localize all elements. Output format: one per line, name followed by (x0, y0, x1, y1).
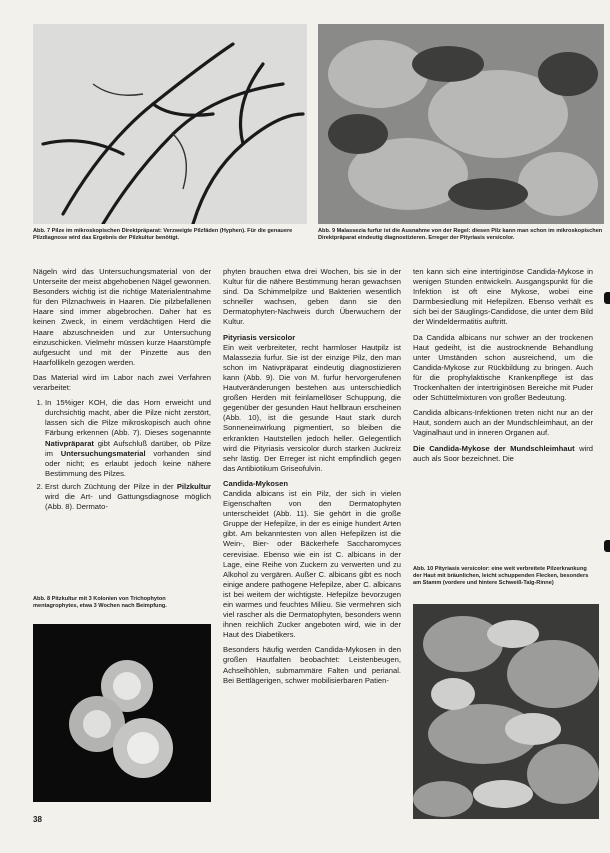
text-column-3 (413, 267, 593, 469)
col1-paragraph-2: Das Material wird im Labor nach zwei Verfahren verarbeitet: (33, 372, 211, 393)
method-list-item-koh: 1. In 15%iger KOH, die das Horn erweicht und durchsichtig macht, aber die Pilze nicht zerstört, lassen sich die Pilze mikroskopisch auch ohne Färbung erkennen (Abb. 7). Dieses sogenannte Nativpräparat gibt Aufschluß darüber, ob Pilze im Untersuchungsmaterial vorhanden sind oder nicht; es erlaubt jedoch keine nähere Bestimmung des Pilzes. (45, 398, 211, 479)
col2-paragraph-2: Ein weit verbreiteter, recht harmloser Hautpilz ist Malassezia furfur. Sie ist der einzige Pilz, den man schon im Nativpräparat eindeutig diagnostizieren kann (Abb. 9). Die von M. furfur hervorgerufenen Hautveränderungen bestehen aus unterschiedlich großen Herden mit feinlamellöser Schuppung, die gegenüber der gesunden Haut hellbraun erscheinen (Abb. 10), ist die gesunde Haut stark durch Sonneneinwirkung pigmentiert, so bleiben die erkrankten Hautstellen jedoch heller. Gelegentlich wird die Pityriasis versicolor durch starken Juckreiz sehr lästig. Der Erreger ist nicht empfindlich gegen das Antibiotikum Griseofulvin. (223, 342, 401, 473)
thumb-index-mark-top (604, 292, 610, 304)
figure-8-caption: Abb. 8 Pitzkultur mit 3 Kolonien von Trichophyton mentagrophytes, etwa 3 Wochen nach Beimpfung. (33, 596, 167, 609)
figure-10-skin-photo (413, 604, 599, 819)
thumb-index-mark-bottom (604, 540, 610, 552)
text-column-2 (223, 267, 401, 691)
figure-7-caption: Abb. 7 Pilze im mikroskopischen Direktpräparat: Verzweigte Pilzfäden (Hyphen). Für die genauere Pilzdiagnose wird das Ergebnis der Pilzkultur benötigt. (33, 228, 293, 241)
method-list (33, 398, 211, 512)
col2-paragraph-3: Candida albicans ist ein Pilz, der sich in vielen Eigenschaften von den Dermatophyten unterscheidet (Abb. 11). Sie gehört in die große Gruppe der Hefepilze, in der es einige hundert Arten gibt. Am bekanntesten von allen Hefepilzen ist die Wein-, Bier- oder Bäckerhefe Saccharomyces cerevisiae. Ebenso wie ein ist C. albicans in der Lage, eine Reihe von Zuckern zu verwerten und zu Alkohol zu vergären. Außer C. albicans gibt es noch einige andere pathogene Hefepilze, aber C. albicans ist bei weitem der wichtigste. Hefepilze bevorzugen ein warmes und feuchtes Milieu. Sie vermehren sich viel rascher als die Dermatophyten, besonders wenn ihnen reichlich Zucker angeboten wird, wie in der Haut des Diabetikers. (223, 488, 401, 640)
heading-pityriasis-versicolor: Pityriasis versicolor (223, 332, 296, 342)
figure-8-colonies-photo (33, 624, 211, 802)
text-column-1 (33, 267, 211, 517)
figure-9-malassezia-photo (318, 24, 604, 224)
figure-10-caption: Abb. 10 Pityriasis versicolor: eine weit verbreitete Pilzerkrankung der Haut mit bräunlichen, leicht schuppenden Flecken, besonders am Stamm (vordere und hintere Schweiß-Talg-Rinne) (413, 566, 589, 586)
col3-paragraph-4: Die Candida-Mykose der Mundschleimhaut wird auch als Soor bezeichnet. Die (413, 443, 593, 463)
col1-paragraph-1: Nägeln wird das Untersuchungsmaterial von der Unterseite der meist abgehobenen Nägel gewonnen. Besonders wichtig ist die richtige Materialentnahme für den Pilznachweis in Haaren. Die pilzbefallenen Haare sind immer abgebrochen. Daher hat es keinen Zweck, in einem verdächtigen Herd die Haare abzuschneiden und zur Untersuchung einzuschicken. Vielmehr müssen kurze Haarstümpfe aufgesucht und mit der Pinzette aus den Haarfollikeln gezogen werden. (33, 267, 211, 367)
figure-9-caption: Abb. 9 Malassezia furfur ist die Ausnahme von der Regel: diesen Pilz kann man schon im mikroskopischen Direktpräparat eindeutig diagnostizieren. Erreger der Pityriasis versicolor. (318, 228, 603, 241)
col3-paragraph-2: Da Candida albicans nur schwer an der trockenen Haut gedeiht, ist die austrocknende Behandlung unter Umständen schon ausreichend, um die Candida-Mykose zur Rückbildung zu bringen. Auch für die prophylaktische Krankenpflege ist das Trockenhalten der intertriginösen Bereiche mit Puder oder Schüttelmixturen von großer Bedeutung. (413, 332, 593, 403)
heading-candida-mykosen: Candida-Mykosen (223, 478, 288, 488)
figure-7-hyphae-photo (33, 24, 307, 224)
page-number: 38 (33, 815, 42, 824)
method-list-item-culture: 2. Erst durch Züchtung der Pilze in der Pilzkultur wird die Art- und Gattungsdiagnose möglich (Abb. 8). Dermato- (45, 482, 211, 512)
col3-paragraph-3: Candida albicans-Infektionen treten nicht nur an der Haut, sondern auch an der Mundschleimhaut, an der Vaginalhaut und in inneren Organen auf. (413, 408, 593, 438)
col2-paragraph-1: phyten brauchen etwa drei Wochen, bis sie in der Kultur für die nähere Bestimmung heran gewachsen sind. Da Schimmelpilze und Bakterien wesentlich schneller wachsen, geben dann sie den Dermatophyten-Nachweis durch Überwuchern der Kultur. (223, 267, 401, 327)
col2-paragraph-4: Besonders häufig werden Candida-Mykosen in den großen Hautfalten beobachtet: Leistenbeugen, Achselhöhlen, submammäre Falten und perianal. Bei Bettlägerigen, schwer mobilisierbaren Patien- (223, 645, 401, 685)
col3-paragraph-1: ten kann sich eine intertriginöse Candida-Mykose in wenigen Stunden entwickeln. Ausgangspunkt für die Infektion ist oft eine Mykose, wobei eine Darmbesiedlung mit Hefepilzen. Ebenso verhält es sich bei der Säuglings-Candidose, die unter dem Bild der Windeldermatitis auftritt. (413, 267, 593, 327)
